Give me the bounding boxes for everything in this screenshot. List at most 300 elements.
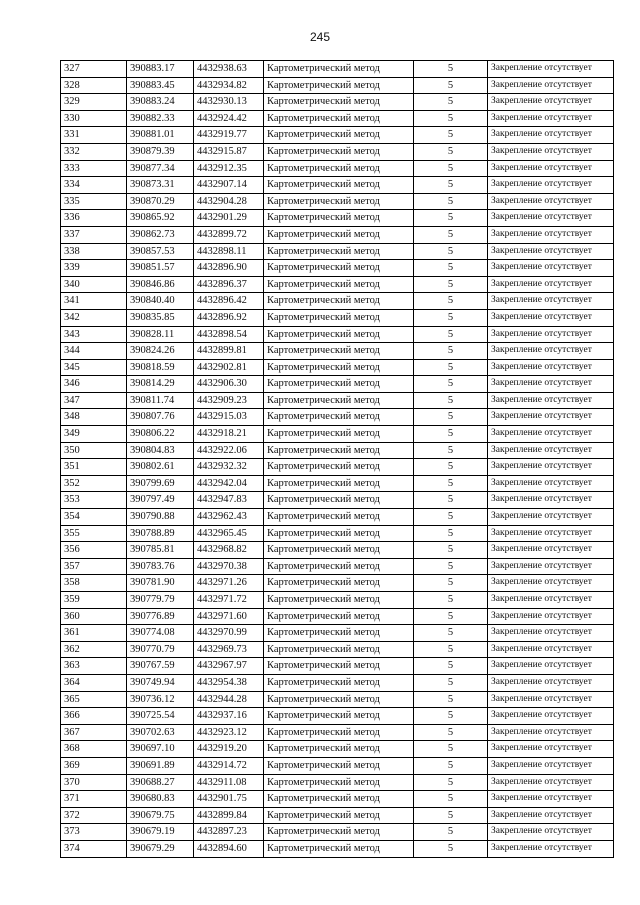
accuracy-cell: 5 — [414, 160, 488, 177]
fixing-description-cell: Закрепление отсутствует — [488, 309, 614, 326]
method-cell: Картометрический метод — [264, 110, 414, 127]
fixing-description-cell: Закрепление отсутствует — [488, 293, 614, 310]
x-coordinate-cell: 390725.54 — [127, 708, 194, 725]
fixing-description-cell: Закрепление отсутствует — [488, 276, 614, 293]
accuracy-cell: 5 — [414, 243, 488, 260]
table-row — [61, 558, 614, 575]
method-cell: Картометрический метод — [264, 260, 414, 277]
point-number-cell: 362 — [61, 641, 127, 658]
y-coordinate-cell: 4432909.23 — [194, 392, 264, 409]
method-cell: Картометрический метод — [264, 492, 414, 509]
x-coordinate-cell: 390688.27 — [127, 774, 194, 791]
accuracy-cell: 5 — [414, 143, 488, 160]
table-row — [61, 757, 614, 774]
accuracy-cell: 5 — [414, 260, 488, 277]
point-number-cell: 332 — [61, 143, 127, 160]
y-coordinate-cell: 4432930.13 — [194, 94, 264, 111]
y-coordinate-cell: 4432897.23 — [194, 824, 264, 841]
accuracy-cell: 5 — [414, 741, 488, 758]
accuracy-cell: 5 — [414, 509, 488, 526]
table-row — [61, 127, 614, 144]
method-cell: Картометрический метод — [264, 708, 414, 725]
fixing-description-cell: Закрепление отсутствует — [488, 442, 614, 459]
fixing-description-cell: Закрепление отсутствует — [488, 658, 614, 675]
point-number-cell: 373 — [61, 824, 127, 841]
y-coordinate-cell: 4432898.54 — [194, 326, 264, 343]
y-coordinate-cell: 4432901.75 — [194, 791, 264, 808]
coordinates-table — [60, 60, 614, 858]
fixing-description-cell: Закрепление отсутствует — [488, 542, 614, 559]
fixing-description-cell: Закрепление отсутствует — [488, 343, 614, 360]
x-coordinate-cell: 390883.17 — [127, 61, 194, 78]
accuracy-cell: 5 — [414, 210, 488, 227]
method-cell: Картометрический метод — [264, 575, 414, 592]
x-coordinate-cell: 390877.34 — [127, 160, 194, 177]
method-cell: Картометрический метод — [264, 774, 414, 791]
x-coordinate-cell: 390785.81 — [127, 542, 194, 559]
x-coordinate-cell: 390790.88 — [127, 509, 194, 526]
table-row — [61, 575, 614, 592]
x-coordinate-cell: 390679.29 — [127, 840, 194, 857]
point-number-cell: 369 — [61, 757, 127, 774]
y-coordinate-cell: 4432924.42 — [194, 110, 264, 127]
accuracy-cell: 5 — [414, 409, 488, 426]
x-coordinate-cell: 390882.33 — [127, 110, 194, 127]
fixing-description-cell: Закрепление отсутствует — [488, 641, 614, 658]
x-coordinate-cell: 390779.79 — [127, 592, 194, 609]
fixing-description-cell: Закрепление отсутствует — [488, 708, 614, 725]
method-cell: Картометрический метод — [264, 193, 414, 210]
x-coordinate-cell: 390697.10 — [127, 741, 194, 758]
point-number-cell: 340 — [61, 276, 127, 293]
x-coordinate-cell: 390774.08 — [127, 625, 194, 642]
point-number-cell: 370 — [61, 774, 127, 791]
x-coordinate-cell: 390802.61 — [127, 459, 194, 476]
table-row — [61, 492, 614, 509]
fixing-description-cell: Закрепление отсутствует — [488, 724, 614, 741]
x-coordinate-cell: 390680.83 — [127, 791, 194, 808]
fixing-description-cell: Закрепление отсутствует — [488, 558, 614, 575]
accuracy-cell: 5 — [414, 193, 488, 210]
method-cell: Картометрический метод — [264, 376, 414, 393]
x-coordinate-cell: 390883.24 — [127, 94, 194, 111]
x-coordinate-cell: 390788.89 — [127, 525, 194, 542]
accuracy-cell: 5 — [414, 177, 488, 194]
method-cell: Картометрический метод — [264, 326, 414, 343]
method-cell: Картометрический метод — [264, 61, 414, 78]
fixing-description-cell: Закрепление отсутствует — [488, 741, 614, 758]
table-row — [61, 724, 614, 741]
accuracy-cell: 5 — [414, 426, 488, 443]
fixing-description-cell: Закрепление отсутствует — [488, 160, 614, 177]
y-coordinate-cell: 4432902.81 — [194, 359, 264, 376]
table-row — [61, 293, 614, 310]
fixing-description-cell: Закрепление отсутствует — [488, 674, 614, 691]
point-number-cell: 347 — [61, 392, 127, 409]
fixing-description-cell: Закрепление отсутствует — [488, 757, 614, 774]
method-cell: Картометрический метод — [264, 807, 414, 824]
table-row — [61, 674, 614, 691]
table-row — [61, 160, 614, 177]
y-coordinate-cell: 4432899.81 — [194, 343, 264, 360]
method-cell: Картометрический метод — [264, 475, 414, 492]
table-row — [61, 658, 614, 675]
x-coordinate-cell: 390873.31 — [127, 177, 194, 194]
y-coordinate-cell: 4432970.99 — [194, 625, 264, 642]
point-number-cell: 327 — [61, 61, 127, 78]
fixing-description-cell: Закрепление отсутствует — [488, 625, 614, 642]
x-coordinate-cell: 390879.39 — [127, 143, 194, 160]
point-number-cell: 356 — [61, 542, 127, 559]
fixing-description-cell: Закрепление отсутствует — [488, 177, 614, 194]
accuracy-cell: 5 — [414, 558, 488, 575]
y-coordinate-cell: 4432918.21 — [194, 426, 264, 443]
fixing-description-cell: Закрепление отсутствует — [488, 691, 614, 708]
y-coordinate-cell: 4432932.32 — [194, 459, 264, 476]
y-coordinate-cell: 4432899.72 — [194, 226, 264, 243]
accuracy-cell: 5 — [414, 658, 488, 675]
point-number-cell: 349 — [61, 426, 127, 443]
point-number-cell: 335 — [61, 193, 127, 210]
y-coordinate-cell: 4432919.20 — [194, 741, 264, 758]
fixing-description-cell: Закрепление отсутствует — [488, 110, 614, 127]
accuracy-cell: 5 — [414, 61, 488, 78]
accuracy-cell: 5 — [414, 575, 488, 592]
y-coordinate-cell: 4432896.90 — [194, 260, 264, 277]
table-row — [61, 210, 614, 227]
fixing-description-cell: Закрепление отсутствует — [488, 143, 614, 160]
accuracy-cell: 5 — [414, 542, 488, 559]
table-row — [61, 309, 614, 326]
accuracy-cell: 5 — [414, 359, 488, 376]
point-number-cell: 338 — [61, 243, 127, 260]
method-cell: Картометрический метод — [264, 791, 414, 808]
point-number-cell: 341 — [61, 293, 127, 310]
x-coordinate-cell: 390824.26 — [127, 343, 194, 360]
accuracy-cell: 5 — [414, 774, 488, 791]
fixing-description-cell: Закрепление отсутствует — [488, 127, 614, 144]
accuracy-cell: 5 — [414, 691, 488, 708]
y-coordinate-cell: 4432969.73 — [194, 641, 264, 658]
method-cell: Картометрический метод — [264, 608, 414, 625]
y-coordinate-cell: 4432923.12 — [194, 724, 264, 741]
point-number-cell: 366 — [61, 708, 127, 725]
point-number-cell: 371 — [61, 791, 127, 808]
point-number-cell: 337 — [61, 226, 127, 243]
accuracy-cell: 5 — [414, 226, 488, 243]
y-coordinate-cell: 4432914.72 — [194, 757, 264, 774]
point-number-cell: 330 — [61, 110, 127, 127]
method-cell: Картометрический метод — [264, 177, 414, 194]
point-number-cell: 343 — [61, 326, 127, 343]
x-coordinate-cell: 390881.01 — [127, 127, 194, 144]
y-coordinate-cell: 4432906.30 — [194, 376, 264, 393]
y-coordinate-cell: 4432919.77 — [194, 127, 264, 144]
method-cell: Картометрический метод — [264, 77, 414, 94]
fixing-description-cell: Закрепление отсутствует — [488, 509, 614, 526]
table-row — [61, 276, 614, 293]
accuracy-cell: 5 — [414, 840, 488, 857]
point-number-cell: 360 — [61, 608, 127, 625]
accuracy-cell: 5 — [414, 824, 488, 841]
fixing-description-cell: Закрепление отсутствует — [488, 326, 614, 343]
point-number-cell: 350 — [61, 442, 127, 459]
page-number: 245 — [309, 30, 331, 44]
fixing-description-cell: Закрепление отсутствует — [488, 94, 614, 111]
y-coordinate-cell: 4432970.38 — [194, 558, 264, 575]
x-coordinate-cell: 390828.11 — [127, 326, 194, 343]
fixing-description-cell: Закрепление отсутствует — [488, 376, 614, 393]
x-coordinate-cell: 390799.69 — [127, 475, 194, 492]
table-row — [61, 807, 614, 824]
x-coordinate-cell: 390679.19 — [127, 824, 194, 841]
accuracy-cell: 5 — [414, 276, 488, 293]
fixing-description-cell: Закрепление отсутствует — [488, 492, 614, 509]
point-number-cell: 358 — [61, 575, 127, 592]
point-number-cell: 355 — [61, 525, 127, 542]
accuracy-cell: 5 — [414, 326, 488, 343]
accuracy-cell: 5 — [414, 641, 488, 658]
fixing-description-cell: Закрепление отсутствует — [488, 392, 614, 409]
x-coordinate-cell: 390883.45 — [127, 77, 194, 94]
y-coordinate-cell: 4432896.42 — [194, 293, 264, 310]
table-row — [61, 791, 614, 808]
accuracy-cell: 5 — [414, 592, 488, 609]
y-coordinate-cell: 4432962.43 — [194, 509, 264, 526]
y-coordinate-cell: 4432912.35 — [194, 160, 264, 177]
point-number-cell: 351 — [61, 459, 127, 476]
x-coordinate-cell: 390840.40 — [127, 293, 194, 310]
x-coordinate-cell: 390770.79 — [127, 641, 194, 658]
x-coordinate-cell: 390804.83 — [127, 442, 194, 459]
x-coordinate-cell: 390736.12 — [127, 691, 194, 708]
x-coordinate-cell: 390767.59 — [127, 658, 194, 675]
x-coordinate-cell: 390851.57 — [127, 260, 194, 277]
point-number-cell: 352 — [61, 475, 127, 492]
method-cell: Картометрический метод — [264, 641, 414, 658]
y-coordinate-cell: 4432965.45 — [194, 525, 264, 542]
table-row — [61, 177, 614, 194]
x-coordinate-cell: 390870.29 — [127, 193, 194, 210]
method-cell: Картометрический метод — [264, 143, 414, 160]
table-row — [61, 641, 614, 658]
accuracy-cell: 5 — [414, 475, 488, 492]
method-cell: Картометрический метод — [264, 509, 414, 526]
fixing-description-cell: Закрепление отсутствует — [488, 592, 614, 609]
x-coordinate-cell: 390806.22 — [127, 426, 194, 443]
table-row — [61, 608, 614, 625]
method-cell: Картометрический метод — [264, 276, 414, 293]
fixing-description-cell: Закрепление отсутствует — [488, 77, 614, 94]
fixing-description-cell: Закрепление отсутствует — [488, 409, 614, 426]
table-row — [61, 542, 614, 559]
y-coordinate-cell: 4432915.03 — [194, 409, 264, 426]
method-cell: Картометрический метод — [264, 243, 414, 260]
fixing-description-cell: Закрепление отсутствует — [488, 210, 614, 227]
table-row — [61, 426, 614, 443]
method-cell: Картометрический метод — [264, 392, 414, 409]
y-coordinate-cell: 4432922.06 — [194, 442, 264, 459]
accuracy-cell: 5 — [414, 293, 488, 310]
x-coordinate-cell: 390807.76 — [127, 409, 194, 426]
fixing-description-cell: Закрепление отсутствует — [488, 226, 614, 243]
point-number-cell: 344 — [61, 343, 127, 360]
point-number-cell: 365 — [61, 691, 127, 708]
fixing-description-cell: Закрепление отсутствует — [488, 260, 614, 277]
point-number-cell: 346 — [61, 376, 127, 393]
accuracy-cell: 5 — [414, 459, 488, 476]
y-coordinate-cell: 4432937.16 — [194, 708, 264, 725]
table-row — [61, 475, 614, 492]
x-coordinate-cell: 390691.89 — [127, 757, 194, 774]
method-cell: Картометрический метод — [264, 691, 414, 708]
accuracy-cell: 5 — [414, 674, 488, 691]
method-cell: Картометрический метод — [264, 724, 414, 741]
method-cell: Картометрический метод — [264, 558, 414, 575]
table-row — [61, 376, 614, 393]
method-cell: Картометрический метод — [264, 592, 414, 609]
accuracy-cell: 5 — [414, 77, 488, 94]
method-cell: Картометрический метод — [264, 741, 414, 758]
y-coordinate-cell: 4432898.11 — [194, 243, 264, 260]
point-number-cell: 367 — [61, 724, 127, 741]
method-cell: Картометрический метод — [264, 840, 414, 857]
accuracy-cell: 5 — [414, 608, 488, 625]
fixing-description-cell: Закрепление отсутствует — [488, 525, 614, 542]
table-row — [61, 226, 614, 243]
table-row — [61, 61, 614, 78]
y-coordinate-cell: 4432904.28 — [194, 193, 264, 210]
x-coordinate-cell: 390835.85 — [127, 309, 194, 326]
table-row — [61, 193, 614, 210]
fixing-description-cell: Закрепление отсутствует — [488, 459, 614, 476]
fixing-description-cell: Закрепление отсутствует — [488, 61, 614, 78]
table-row — [61, 110, 614, 127]
x-coordinate-cell: 390749.94 — [127, 674, 194, 691]
point-number-cell: 328 — [61, 77, 127, 94]
fixing-description-cell: Закрепление отсутствует — [488, 359, 614, 376]
table-row — [61, 625, 614, 642]
table-row — [61, 243, 614, 260]
accuracy-cell: 5 — [414, 343, 488, 360]
accuracy-cell: 5 — [414, 110, 488, 127]
table-row — [61, 77, 614, 94]
method-cell: Картометрический метод — [264, 658, 414, 675]
point-number-cell: 374 — [61, 840, 127, 857]
method-cell: Картометрический метод — [264, 343, 414, 360]
y-coordinate-cell: 4432901.29 — [194, 210, 264, 227]
table-row — [61, 326, 614, 343]
y-coordinate-cell: 4432894.60 — [194, 840, 264, 857]
y-coordinate-cell: 4432911.08 — [194, 774, 264, 791]
fixing-description-cell: Закрепление отсутствует — [488, 774, 614, 791]
table-row — [61, 359, 614, 376]
fixing-description-cell: Закрепление отсутствует — [488, 426, 614, 443]
x-coordinate-cell: 390811.74 — [127, 392, 194, 409]
y-coordinate-cell: 4432967.97 — [194, 658, 264, 675]
y-coordinate-cell: 4432907.14 — [194, 177, 264, 194]
y-coordinate-cell: 4432896.92 — [194, 309, 264, 326]
method-cell: Картометрический метод — [264, 757, 414, 774]
coordinates-table-body — [61, 61, 614, 858]
y-coordinate-cell: 4432947.83 — [194, 492, 264, 509]
fixing-description-cell: Закрепление отсутствует — [488, 243, 614, 260]
point-number-cell: 345 — [61, 359, 127, 376]
accuracy-cell: 5 — [414, 807, 488, 824]
fixing-description-cell: Закрепление отсутствует — [488, 791, 614, 808]
method-cell: Картометрический метод — [264, 409, 414, 426]
x-coordinate-cell: 390776.89 — [127, 608, 194, 625]
fixing-description-cell: Закрепление отсутствует — [488, 824, 614, 841]
point-number-cell: 342 — [61, 309, 127, 326]
method-cell: Картометрический метод — [264, 293, 414, 310]
point-number-cell: 361 — [61, 625, 127, 642]
accuracy-cell: 5 — [414, 376, 488, 393]
accuracy-cell: 5 — [414, 525, 488, 542]
table-row — [61, 409, 614, 426]
point-number-cell: 368 — [61, 741, 127, 758]
point-number-cell: 364 — [61, 674, 127, 691]
accuracy-cell: 5 — [414, 392, 488, 409]
x-coordinate-cell: 390702.63 — [127, 724, 194, 741]
method-cell: Картометрический метод — [264, 824, 414, 841]
table-row — [61, 824, 614, 841]
point-number-cell: 357 — [61, 558, 127, 575]
point-number-cell: 354 — [61, 509, 127, 526]
accuracy-cell: 5 — [414, 127, 488, 144]
fixing-description-cell: Закрепление отсутствует — [488, 193, 614, 210]
method-cell: Картометрический метод — [264, 160, 414, 177]
accuracy-cell: 5 — [414, 757, 488, 774]
point-number-cell: 334 — [61, 177, 127, 194]
table-row — [61, 840, 614, 857]
point-number-cell: 333 — [61, 160, 127, 177]
method-cell: Картометрический метод — [264, 674, 414, 691]
table-row — [61, 774, 614, 791]
table-row — [61, 260, 614, 277]
table-row — [61, 708, 614, 725]
method-cell: Картометрический метод — [264, 542, 414, 559]
method-cell: Картометрический метод — [264, 426, 414, 443]
accuracy-cell: 5 — [414, 625, 488, 642]
accuracy-cell: 5 — [414, 791, 488, 808]
y-coordinate-cell: 4432944.28 — [194, 691, 264, 708]
fixing-description-cell: Закрепление отсутствует — [488, 575, 614, 592]
x-coordinate-cell: 390679.75 — [127, 807, 194, 824]
y-coordinate-cell: 4432971.60 — [194, 608, 264, 625]
x-coordinate-cell: 390865.92 — [127, 210, 194, 227]
accuracy-cell: 5 — [414, 492, 488, 509]
point-number-cell: 339 — [61, 260, 127, 277]
x-coordinate-cell: 390862.73 — [127, 226, 194, 243]
table-row — [61, 442, 614, 459]
y-coordinate-cell: 4432942.04 — [194, 475, 264, 492]
x-coordinate-cell: 390781.90 — [127, 575, 194, 592]
x-coordinate-cell: 390846.86 — [127, 276, 194, 293]
y-coordinate-cell: 4432938.63 — [194, 61, 264, 78]
point-number-cell: 336 — [61, 210, 127, 227]
method-cell: Картометрический метод — [264, 525, 414, 542]
table-row — [61, 592, 614, 609]
table-row — [61, 343, 614, 360]
table-row — [61, 741, 614, 758]
x-coordinate-cell: 390783.76 — [127, 558, 194, 575]
method-cell: Картометрический метод — [264, 94, 414, 111]
x-coordinate-cell: 390797.49 — [127, 492, 194, 509]
table-row — [61, 459, 614, 476]
table-row — [61, 525, 614, 542]
x-coordinate-cell: 390857.53 — [127, 243, 194, 260]
